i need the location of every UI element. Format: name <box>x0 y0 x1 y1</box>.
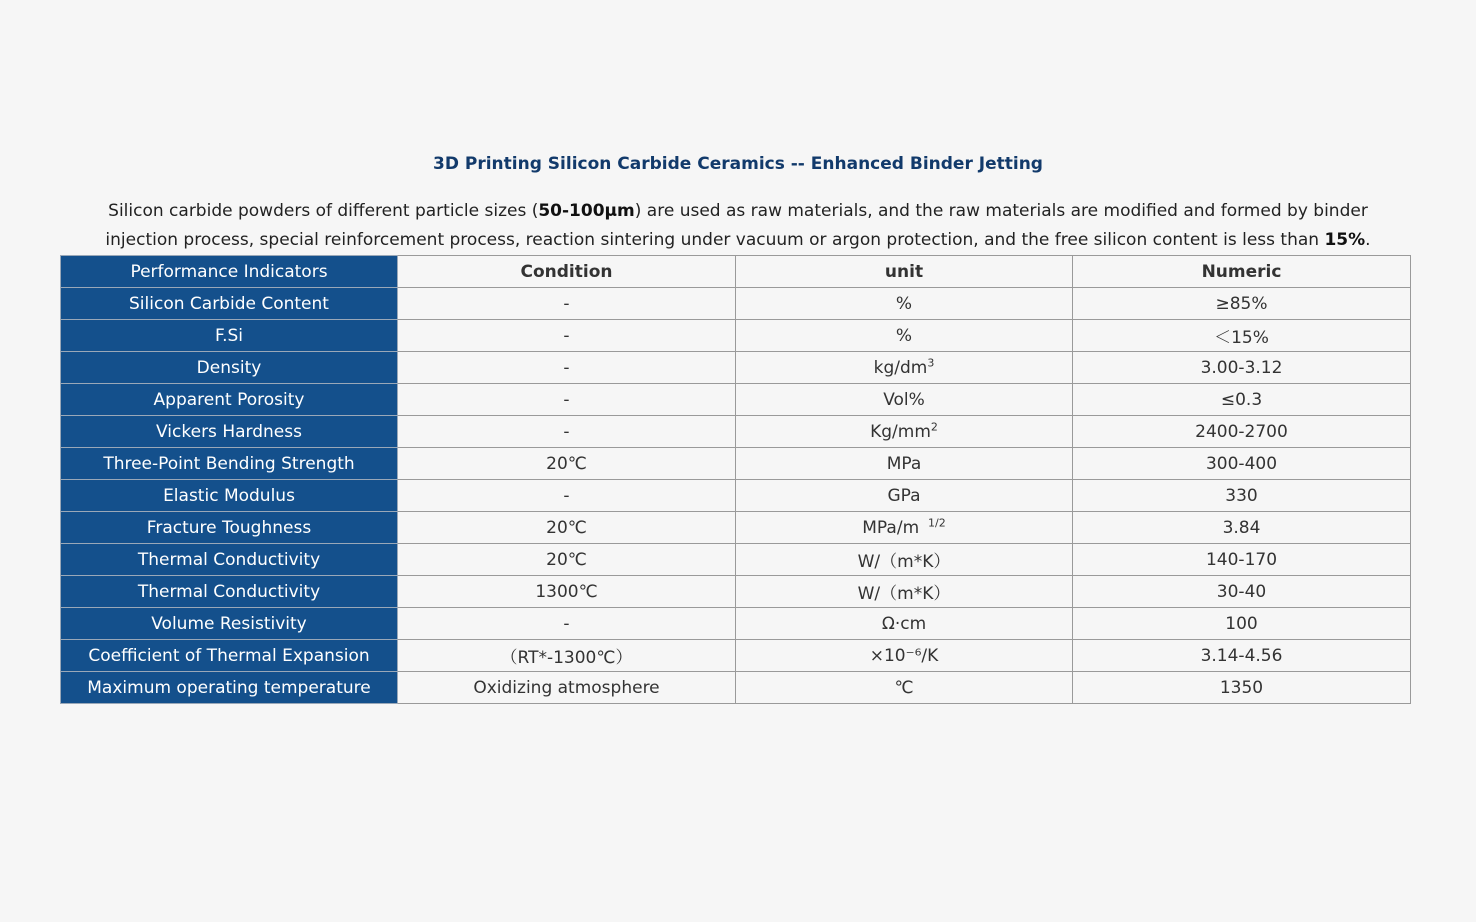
table-row <box>61 672 1411 704</box>
condition-cell: - <box>398 288 736 320</box>
condition-cell: - <box>398 320 736 352</box>
unit-cell <box>736 384 1073 416</box>
condition-cell: 1300℃ <box>398 576 736 608</box>
indicator-cell: F.Si <box>61 320 398 352</box>
unit-cell <box>736 512 1073 544</box>
table-row <box>61 352 1411 384</box>
table-header-row <box>61 256 1411 288</box>
condition-cell: - <box>398 384 736 416</box>
header-numeric: Numeric <box>1073 256 1411 288</box>
unit-cell <box>736 576 1073 608</box>
header-condition: Condition <box>398 256 736 288</box>
numeric-cell: ＜15% <box>1073 320 1411 352</box>
unit-superscript: 3 <box>927 355 935 369</box>
table-row <box>61 608 1411 640</box>
indicator-cell: Vickers Hardness <box>61 416 398 448</box>
indicator-cell: Volume Resistivity <box>61 608 398 640</box>
indicator-cell: Density <box>61 352 398 384</box>
indicator-cell: Maximum operating temperature <box>61 672 398 704</box>
page-title: 3D Printing Silicon Carbide Ceramics -- Enhanced Binder Jetting <box>433 154 1043 174</box>
condition-cell: 20℃ <box>398 448 736 480</box>
condition-cell: 20℃ <box>398 512 736 544</box>
table-row <box>61 320 1411 352</box>
table-row <box>61 480 1411 512</box>
indicator-cell: Apparent Porosity <box>61 384 398 416</box>
numeric-cell: 3.14-4.56 <box>1073 640 1411 672</box>
unit-text: % <box>895 325 913 346</box>
unit-cell <box>736 672 1073 704</box>
intro-paragraph <box>80 197 1396 255</box>
intro-text-1: Silicon carbide powders of different particle sizes ( <box>108 201 539 221</box>
unit-cell <box>736 448 1073 480</box>
header-unit: unit <box>736 256 1073 288</box>
unit-text: Vol% <box>883 389 925 410</box>
numeric-cell: 140-170 <box>1073 544 1411 576</box>
condition-cell: - <box>398 608 736 640</box>
intro-text-2: ) are used as raw materials, and the raw materials are modified and formed by binder injection process, special reinforcement process, reaction sintering under vacuum or argon protection, and the free silicon content is less than <box>105 201 1368 250</box>
table-row <box>61 576 1411 608</box>
unit-text: % <box>895 293 913 314</box>
table-row <box>61 640 1411 672</box>
numeric-cell: 100 <box>1073 608 1411 640</box>
indicator-cell: Thermal Conductivity <box>61 544 398 576</box>
numeric-cell: 30-40 <box>1073 576 1411 608</box>
table-row <box>61 512 1411 544</box>
numeric-cell: 2400-2700 <box>1073 416 1411 448</box>
unit-text: W/（m*K） <box>857 552 951 572</box>
unit-cell <box>736 288 1073 320</box>
numeric-cell: 330 <box>1073 480 1411 512</box>
unit-superscript: 1/2 <box>924 515 946 529</box>
unit-cell <box>736 352 1073 384</box>
unit-text: ℃ <box>894 677 914 698</box>
numeric-cell: 3.00-3.12 <box>1073 352 1411 384</box>
table-row <box>61 384 1411 416</box>
numeric-cell: ≥85% <box>1073 288 1411 320</box>
unit-text: Ω·cm <box>881 613 927 634</box>
unit-text: W/（m*K） <box>857 584 951 604</box>
intro-bold-particle-size: 50-100μm <box>538 201 635 221</box>
unit-text: MPa/m <box>862 517 925 538</box>
unit-text: ×10⁻⁶/K <box>869 645 939 666</box>
unit-text: kg/dm <box>873 357 928 378</box>
indicator-cell: Thermal Conductivity <box>61 576 398 608</box>
indicator-cell: Elastic Modulus <box>61 480 398 512</box>
table-row <box>61 288 1411 320</box>
unit-superscript: 2 <box>930 419 938 433</box>
table-row <box>61 544 1411 576</box>
unit-cell <box>736 320 1073 352</box>
indicator-cell: Silicon Carbide Content <box>61 288 398 320</box>
indicator-cell: Fracture Toughness <box>61 512 398 544</box>
unit-cell <box>736 416 1073 448</box>
condition-cell: - <box>398 416 736 448</box>
numeric-cell: ≤0.3 <box>1073 384 1411 416</box>
table-row <box>61 448 1411 480</box>
intro-bold-silicon-content: 15% <box>1324 230 1366 250</box>
condition-cell: - <box>398 480 736 512</box>
unit-text: GPa <box>887 485 921 506</box>
indicator-cell: Coefficient of Thermal Expansion <box>61 640 398 672</box>
numeric-cell: 3.84 <box>1073 512 1411 544</box>
condition-cell: - <box>398 352 736 384</box>
condition-cell: Oxidizing atmosphere <box>398 672 736 704</box>
condition-cell: 20℃ <box>398 544 736 576</box>
unit-cell <box>736 608 1073 640</box>
intro-text-3: . <box>1365 230 1371 250</box>
indicator-cell: Three-Point Bending Strength <box>61 448 398 480</box>
header-performance-indicators: Performance Indicators <box>61 256 398 288</box>
unit-cell <box>736 544 1073 576</box>
unit-cell <box>736 480 1073 512</box>
numeric-cell: 1350 <box>1073 672 1411 704</box>
table-row <box>61 416 1411 448</box>
unit-cell <box>736 640 1073 672</box>
spec-table <box>60 255 1411 704</box>
condition-cell: （RT*-1300℃） <box>398 640 736 672</box>
unit-text: MPa <box>886 453 922 474</box>
unit-text: Kg/mm <box>870 421 931 442</box>
numeric-cell: 300-400 <box>1073 448 1411 480</box>
